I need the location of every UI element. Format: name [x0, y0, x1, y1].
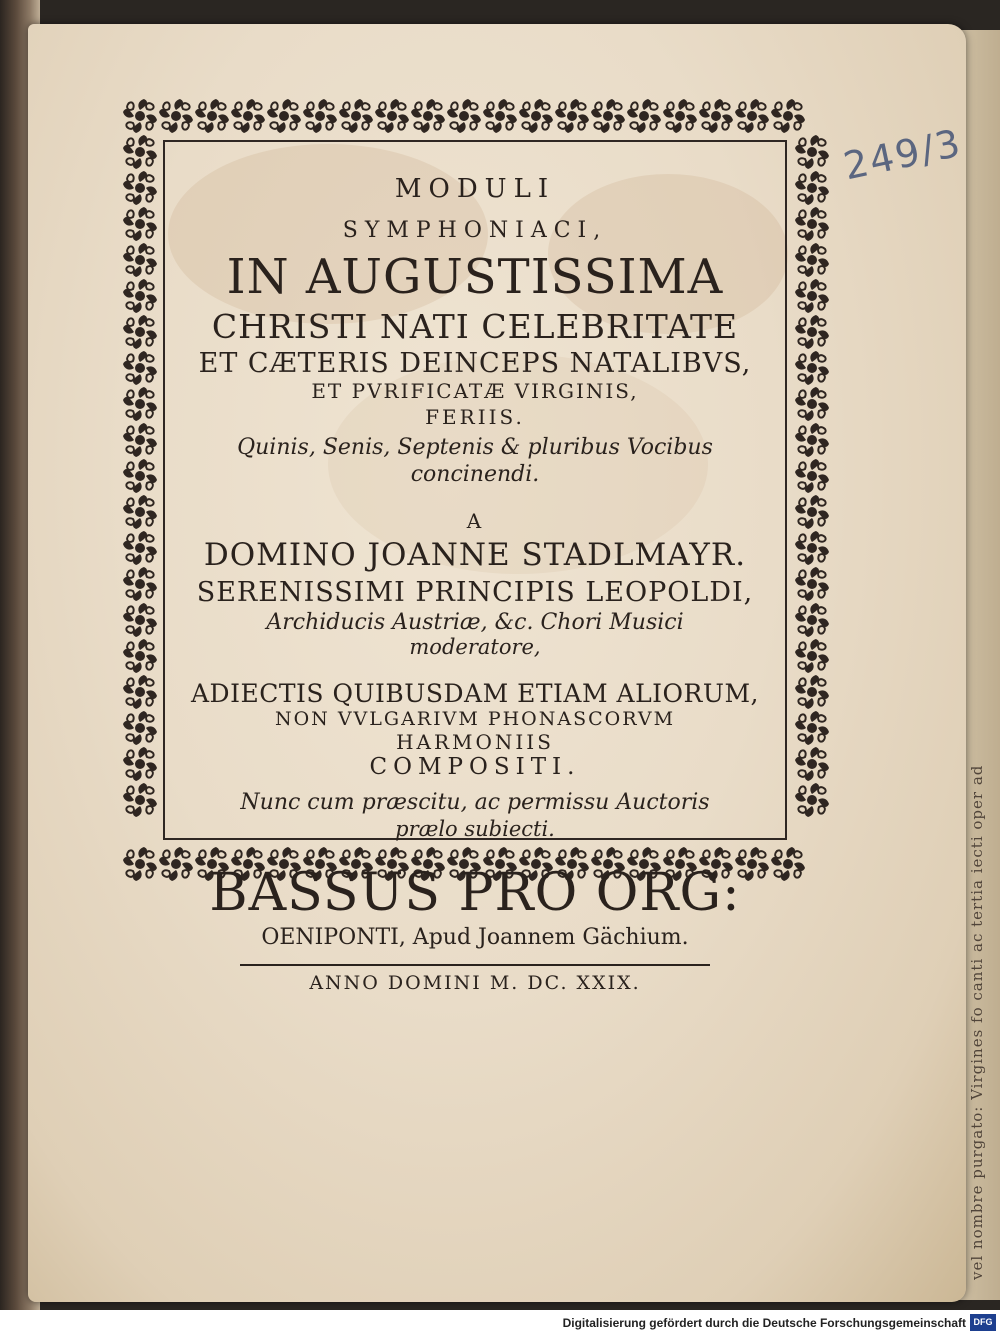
fleuron-ornament	[795, 243, 829, 277]
title-line-moderatore: moderatore,	[409, 635, 541, 659]
fleuron-ornament	[123, 847, 157, 881]
title-line-symphoniaci: SYMPHONIACI,	[342, 218, 608, 243]
title-line-et-caeteris: ET CÆTERIS DEINCEPS NATALIBVS,	[198, 348, 752, 379]
fleuron-ornament	[795, 675, 829, 709]
title-line-praelo: prælo subiecti.	[395, 817, 555, 841]
fleuron-ornament	[123, 495, 157, 529]
title-line-archiducis: Archiducis Austriæ, &c. Chori Musici	[266, 610, 684, 635]
fleuron-ornament	[123, 207, 157, 241]
fleuron-ornament	[699, 99, 733, 133]
fleuron-ornament	[411, 99, 445, 133]
title-line-serenissimi: SERENISSIMI PRINCIPIS LEOPOLDI,	[196, 577, 754, 608]
fleuron-ornament	[795, 423, 829, 457]
fleuron-ornament	[795, 315, 829, 349]
fleuron-ornament	[795, 459, 829, 493]
shelfmark-handwritten: 249/3	[839, 120, 966, 189]
fleuron-ornament	[795, 639, 829, 673]
back-page-text: vel nombre purgato: Virgines fo canti ac tertia iecti oper ad	[968, 764, 986, 1280]
fleuron-ornament	[123, 747, 157, 781]
fleuron-ornament	[123, 603, 157, 637]
fleuron-ornament	[555, 99, 589, 133]
fleuron-ornament	[195, 99, 229, 133]
fleuron-ornament	[795, 351, 829, 385]
fleuron-ornament	[483, 99, 517, 133]
fleuron-ornament	[795, 387, 829, 421]
fleuron-ornament	[123, 99, 157, 133]
fleuron-ornament	[123, 675, 157, 709]
fleuron-ornament	[375, 99, 409, 133]
title-line-non-vulgarium: NON VVLGARIVM PHONASCORVM	[274, 708, 676, 730]
fleuron-ornament	[519, 99, 553, 133]
fleuron-ornament	[123, 423, 157, 457]
fleuron-ornament	[123, 783, 157, 817]
title-line-feriis: FERIIS.	[425, 405, 525, 429]
fleuron-ornament	[123, 387, 157, 421]
part-name-bassus: BASSUS PRO ORG:	[209, 863, 741, 923]
fleuron-ornament	[123, 459, 157, 493]
fleuron-ornament	[795, 783, 829, 817]
imprint-rule	[240, 964, 710, 966]
title-text-block	[168, 160, 782, 994]
title-line-concinendi: concinendi.	[410, 462, 540, 487]
fleuron-ornament	[303, 99, 337, 133]
title-line-christi: CHRISTI NATI CELEBRITATE	[211, 307, 739, 346]
fleuron-ornament	[267, 99, 301, 133]
fleuron-ornament	[447, 99, 481, 133]
fleuron-ornament	[231, 99, 265, 133]
title-line-nunc: Nunc cum præscitu, ac permissu Auctoris	[240, 790, 710, 815]
fleuron-ornament	[123, 243, 157, 277]
fleuron-ornament	[123, 639, 157, 673]
fleuron-ornament	[795, 747, 829, 781]
title-line-adiectis: ADIECTIS QUIBUSDAM ETIAM ALIORUM,	[191, 679, 759, 708]
fleuron-ornament	[123, 567, 157, 601]
fleuron-ornament	[123, 711, 157, 745]
fleuron-ornament	[795, 531, 829, 565]
title-line-in-augustissima: IN AUGUSTISSIMA	[226, 249, 724, 305]
fleuron-ornament	[795, 495, 829, 529]
fleuron-ornament	[339, 99, 373, 133]
fleuron-ornament	[795, 171, 829, 205]
fleuron-ornament	[795, 135, 829, 169]
footer-credit: Digitalisierung gefördert durch die Deutsche Forschungsgemeinschaft	[562, 1316, 966, 1330]
fleuron-ornament	[123, 171, 157, 205]
fleuron-ornament	[795, 279, 829, 313]
title-line-moduli: MODULI	[394, 174, 556, 204]
fleuron-ornament	[591, 99, 625, 133]
fleuron-ornament	[627, 99, 661, 133]
fleuron-ornament	[663, 99, 697, 133]
title-line-quinis: Quinis, Senis, Septenis & pluribus Vocibus	[237, 435, 713, 460]
imprint-place-printer: OENIPONTI, Apud Joannem Gächium.	[261, 925, 689, 950]
fleuron-ornament	[123, 135, 157, 169]
title-line-harmoniis: HARMONIIS	[396, 730, 554, 754]
fleuron-ornament	[771, 99, 805, 133]
fleuron-ornament	[123, 351, 157, 385]
fleuron-ornament	[735, 99, 769, 133]
composer-name: DOMINO JOANNE STADLMAYR.	[203, 537, 747, 573]
title-line-compositi: COMPOSITI.	[369, 754, 581, 780]
imprint-date: ANNO DOMINI M. DC. XXIX.	[309, 972, 641, 994]
fleuron-ornament	[123, 315, 157, 349]
title-line-et-purificatae: ET PVRIFICATÆ VIRGINIS,	[311, 379, 639, 403]
fleuron-ornament	[123, 279, 157, 313]
fleuron-ornament	[123, 531, 157, 565]
title-line-a: A	[466, 509, 484, 533]
fleuron-ornament	[795, 567, 829, 601]
dfg-logo-icon: DFG	[970, 1314, 996, 1331]
fleuron-ornament	[795, 207, 829, 241]
fleuron-ornament	[159, 99, 193, 133]
fleuron-ornament	[795, 603, 829, 637]
fleuron-ornament	[795, 711, 829, 745]
